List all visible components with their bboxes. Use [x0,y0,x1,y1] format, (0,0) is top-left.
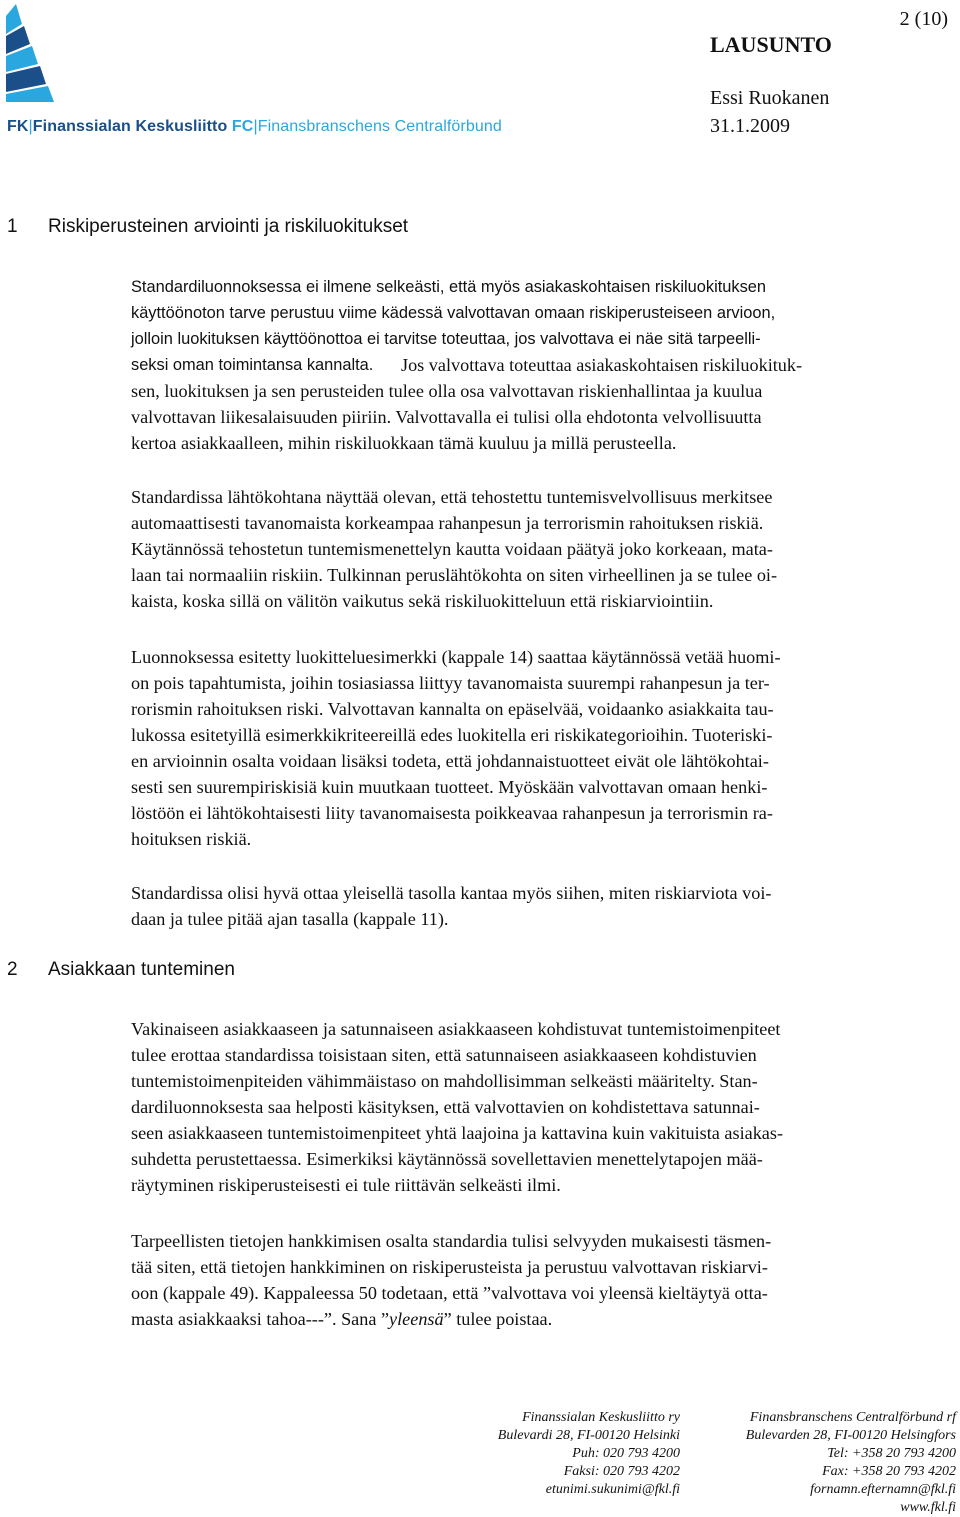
paragraph [131,352,957,456]
paragraph [131,1228,957,1332]
text-line: automaattisesti tavanomaista korkeampaa rahanpesun ja terrorismin rahoituksen riskiä. [131,513,764,533]
text-line: tää siten, että tietojen hankkiminen on riskiperusteista ja perustuu valvottavan riskiarvi- [131,1257,768,1277]
footer-contact-sv [656,1409,956,1517]
text-line: valvottavan liikesalaisuuden piiriin. Valvottavalla ei tulisi olla ehdotonta velvollisuutta [131,407,762,427]
paragraph [131,644,957,852]
footer-email[interactable]: fornamn.efternamn@fkl.fi [810,1482,956,1497]
document-date: 31.1.2009 [710,115,790,137]
text-line: Vakinaiseen asiakkaaseen ja satunnaiseen asiakkaaseen kohdistuvat tuntemistoimenpiteet [131,1019,781,1039]
footer-contact-fi [380,1409,680,1499]
footer-email[interactable]: etunimi.sukunimi@fkl.fi [545,1482,680,1497]
text-line: Luonnoksessa esitetty luokitteluesimerkki (kappale 14) saattaa käytännössä vetää huomi- [131,647,781,667]
text-line: on pois tapahtumista, joihin tosiasiassa liittyy tavanomaista suurempi rahanpesun ja ter- [131,673,770,693]
text-line: räytyminen riskiperusteisesti ei tule riittävän selkeästi ilmi. [131,1175,561,1195]
org-fc-name: Finansbranschens Centralförbund [257,118,502,135]
text-line: tuntemistoimenpiteiden vähimmäistaso on mahdollisimman selkeästi määritelty. Stan- [131,1071,758,1091]
text-line: seen asiakkaaseen tuntemistoimenpiteet yhtä laajoina ja kattavina kuin vakituista asiakas- [131,1123,784,1143]
footer-fax: Fax: +358 20 793 4202 [822,1464,956,1479]
paragraph [131,484,957,614]
text-line: seksi oman toimintansa kannalta. [131,356,374,374]
text-line: Jos valvottava toteuttaa asiakaskohtaisen riskiluokituk- [401,355,803,375]
text-line: hoituksen riskiä. [131,829,252,849]
text-line: daan ja tulee pitää ajan tasalla (kappale 11). [131,909,449,929]
text-line: Standardissa olisi hyvä ottaa yleisellä tasolla kantaa myös siihen, miten riskiarviota voi- [131,883,772,903]
section-title: Riskiperusteinen arviointi ja riskiluokitukset [48,216,409,237]
text-line: jolloin luokituksen käyttöönottoa ei tarvitse toteuttaa, jos valvottava ei näe sitä tarpeelli- [131,330,761,348]
footer-phone: Tel: +358 20 793 4200 [827,1446,956,1461]
text-fragment: masta asiakkaaksi tahoa---”. Sana ” [131,1309,390,1329]
text-line: sesti sen suurempiriskisiä kuin muutkaan tuotteet. Myöskään valvottavan omaan henki- [131,777,768,797]
emphasized-word: yleensä [389,1309,444,1329]
text-line: laan tai normaaliin riskiin. Tulkinnan peruslähtökohta on siten virheellinen ja se tulee oi- [131,565,778,585]
text-line: Tarpeellisten tietojen hankkimisen osalta standardia tulisi selvyyden mukaisesti täsmen- [131,1231,772,1251]
text-line: lukossa esitetyillä esimerkkikriteereillä edes luokitella eri riskikategorioihin. Tuoteriski- [131,725,773,745]
fk-logo-icon [4,2,88,106]
paragraph [131,1016,957,1198]
org-fc-abbr: FC [231,118,254,135]
text-line: Käytännössä tehostetun tuntemismenettelyn kautta voidaan päätyä joko korkeaan, mata- [131,539,773,559]
text-line: dardiluonnoksesta saa helposti käsityksen, että valvottavien on kohdistettava satunnai- [131,1097,760,1117]
text-line: sen, luokituksen ja sen perusteiden tulee olla osa valvottavan riskienhallintaa ja kuulua [131,381,763,401]
text-fragment: ” tulee poistaa. [443,1309,553,1329]
text-line [131,1306,957,1332]
org-fk-name: Finanssialan Keskusliitto [32,118,228,135]
page-number: 2 (10) [899,8,948,30]
text-line: rorismin rahoituksen riski. Valvottavan kannalta on epäselvää, voidaanko asiakkaita tau- [131,699,774,719]
text-line: oon (kappale 49). Kappaleessa 50 todetaan, että ”valvottava voi yleensä kieltäytyä otta- [131,1283,768,1303]
section-number: 1 [7,216,18,237]
text-line: suhdetta perustettaessa. Esimerkiksi käytännössä sovellettavien menettelytapojen mää- [131,1149,763,1169]
paragraph [131,880,957,932]
section-title: Asiakkaan tunteminen [48,959,235,980]
document-type: LAUSUNTO [710,32,832,57]
footer-fax: Faksi: 020 793 4202 [563,1464,680,1479]
author-name: Essi Ruokanen [710,87,830,109]
text-line: en arvioinnin osalta voidaan lisäksi todeta, että johdannaistuotteet eivät ole lähtökohtai- [131,751,769,771]
footer-address: Bulevarden 28, FI-00120 Helsingfors [745,1428,956,1443]
org-fk-abbr: FK [7,118,29,135]
text-line: kertoa asiakkaalleen, mihin riskiluokkaan tämä kuuluu ja millä perusteella. [131,433,677,453]
section-number: 2 [7,959,18,980]
footer-address: Bulevardi 28, FI-00120 Helsinki [497,1428,680,1443]
text-line: käyttöönoton tarve perustuu viime kädessä valvottavan omaan riskiperusteiseen arvioon, [131,304,776,322]
text-line: kaista, koska sillä on välitön vaikutus sekä riskiluokitteluun että riskiarviointiin. [131,591,714,611]
section-heading-2 [7,959,235,981]
footer-org-name: Finanssialan Keskusliitto ry [522,1410,680,1425]
text-line: löstöön ei lähtökohtaisesti liity tavanomaisesta poikkeavaa rahanpesun ja terrorismin ra- [131,803,773,823]
text-line: Standardissa lähtökohtana näyttää olevan, että tehostettu tuntemisvelvollisuus merkitsee [131,487,773,507]
footer-website-link[interactable]: www.fkl.fi [900,1500,956,1515]
text-line: Standardiluonnoksessa ei ilmene selkeästi, että myös asiakaskohtaisen riskiluokituksen [131,278,767,296]
footer-org-name: Finansbranschens Centralförbund rf [749,1410,956,1425]
text-line: tulee erottaa standardissa toisistaan siten, että satunnaiseen asiakkaaseen kohdistuvien [131,1045,757,1065]
organization-name-line: FK|Finanssialan Keskusliitto FC|Finansbranschens Centralförbund [7,118,502,135]
section-heading-1 [7,216,408,238]
footer-phone: Puh: 020 793 4200 [572,1446,680,1461]
